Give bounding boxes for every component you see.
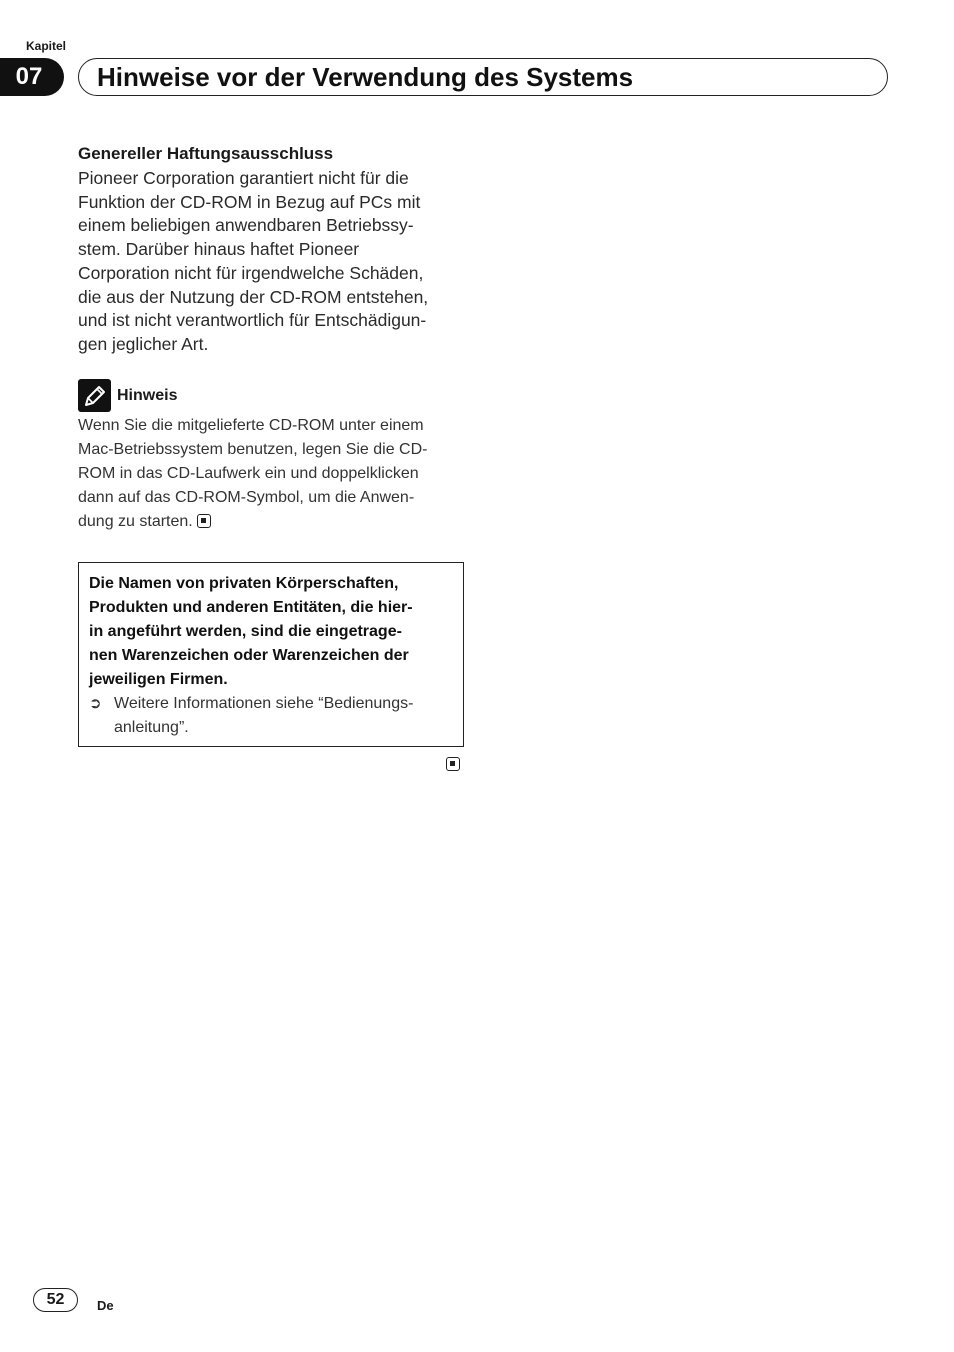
language-code: De	[97, 1298, 114, 1313]
chapter-number-tab: 07	[0, 58, 64, 96]
disclaimer-line: und ist nicht verantwortlich für Entschädigun-	[78, 310, 427, 331]
reference-line: anleitung”.	[114, 719, 189, 736]
trademark-line: Die Namen von privaten Körperschaften,	[89, 575, 399, 592]
note-line: Mac-Betriebssystem benutzen, legen Sie die CD-	[78, 441, 428, 458]
page-number: 52	[33, 1288, 78, 1312]
reference-item	[89, 692, 453, 740]
reference-line: Weitere Informationen siehe “Bedienungs-	[114, 695, 414, 712]
disclaimer-line: Funktion der CD-ROM in Bezug auf PCs mit	[78, 191, 421, 212]
disclaimer-line: gen jeglicher Art.	[78, 333, 209, 354]
note-body	[78, 414, 468, 534]
note-title: Hinweis	[117, 386, 178, 404]
trademark-box	[78, 562, 464, 747]
end-mark-icon	[197, 514, 211, 528]
trademark-line: nen Warenzeichen oder Warenzeichen der	[89, 647, 409, 664]
disclaimer-line: einem beliebigen anwendbaren Betriebssy-	[78, 215, 414, 236]
note-last-line	[78, 510, 468, 534]
disclaimer-section	[78, 143, 468, 357]
note-line: ROM in das CD-Laufwerk ein und doppelklicken	[78, 465, 419, 482]
note-line: Wenn Sie die mitgelieferte CD-ROM unter einem	[78, 417, 424, 434]
arrow-icon: ➲	[89, 695, 102, 712]
disclaimer-line: die aus der Nutzung der CD-ROM entstehen,	[78, 286, 429, 307]
disclaimer-line: Corporation nicht für irgendwelche Schäden,	[78, 262, 424, 283]
disclaimer-body	[78, 167, 468, 357]
trademark-line: Produkten und anderen Entitäten, die hier-	[89, 599, 413, 616]
note-line: dung zu starten.	[78, 513, 193, 530]
trademark-line: in angeführt werden, sind die eingetrage-	[89, 623, 402, 640]
disclaimer-line: stem. Darüber hinaus haftet Pioneer	[78, 239, 360, 260]
disclaimer-heading: Genereller Haftungsausschluss	[78, 144, 334, 163]
note-line: dann auf das CD-ROM-Symbol, um die Anwen-	[78, 489, 415, 506]
note-header	[78, 379, 177, 412]
disclaimer-line: Pioneer Corporation garantiert nicht für die	[78, 168, 409, 188]
trademark-line: jeweiligen Firmen.	[89, 671, 228, 688]
kapitel-label: Kapitel	[26, 39, 67, 53]
section-end-mark-icon	[446, 757, 460, 771]
pencil-icon	[78, 379, 111, 412]
chapter-title: Hinweise vor der Verwendung des Systems	[97, 62, 634, 92]
